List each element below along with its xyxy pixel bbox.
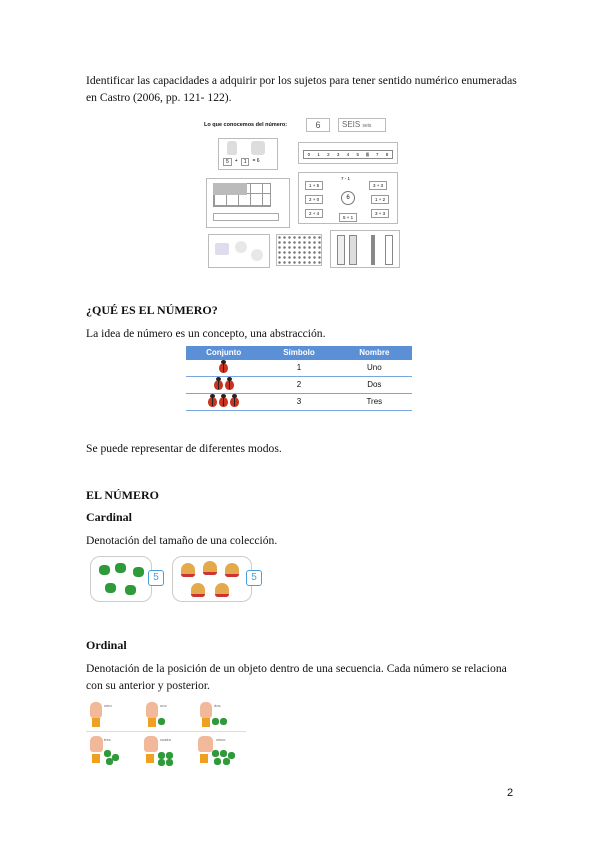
green-blob [115,563,126,573]
green-blob [220,750,227,757]
hand-icon [90,736,103,752]
hand-icon [198,736,213,752]
green-blob [158,759,165,766]
web-panel: 6 1 + 5 7 - 1 3 + 3 2 + 4 1 + 2 2 + 0 5 + 1 3 + 3 [298,172,398,224]
green-blob [104,750,111,757]
green-blob [125,585,136,595]
ordinal-figure [86,700,246,768]
name-cell: Tres [366,397,383,406]
ordinal-cell [196,700,246,730]
ordinal-label: dos [214,703,221,708]
ordinal-label: cuatro [160,737,172,742]
table-row [186,394,412,411]
number-tile [92,754,100,763]
grid-panel [206,178,290,228]
name-cell: Uno [366,363,382,372]
symbol-cell: 3 [296,397,302,406]
green-blob [212,718,219,725]
set-cell [186,378,261,392]
set-cell [186,395,261,409]
number-tile [92,718,100,727]
ordinal-cell [194,734,246,766]
ordinal-heading: Ordinal [86,638,127,652]
table-header [186,346,412,360]
green-blob [212,750,219,757]
ordinal-paragraph: Denotación de la posición de un objeto dentro de una secuencia. Cada número se relaciona con su anterior y posterior. [86,662,507,692]
section-heading-que-es: ¿QUÉ ES EL NÚMERO? [86,303,218,317]
boat-icon [215,583,229,597]
hand-icon [144,736,158,752]
intro-paragraph: Identificar las capacidades a adquirir por los sujetos para tener sentido numérico enumeradas en Castro (2006, pp. 121- 122). [86,74,517,104]
boats-set-panel [172,556,252,602]
ordinal-label: cero [104,703,112,708]
green-set-panel [90,556,152,602]
count-badge: 5 [246,570,262,586]
green-blob [158,752,165,759]
ladybug-icon [208,397,217,407]
ordinal-cell [86,734,136,766]
green-blob [158,718,165,725]
number-tile [146,754,154,763]
symbol-cell: 2 [296,380,302,389]
boat-icon [181,563,195,577]
green-blob [99,565,110,575]
table-header-cell: Símbolo [283,348,315,357]
cardinal-heading: Cardinal [86,510,133,524]
green-blob [166,759,173,766]
cardinal-figure [90,556,270,604]
dice-panel [208,234,270,268]
table-header-cell: Conjunto [206,348,242,357]
ladybug-icon [230,397,239,407]
ordinal-cell [140,734,192,766]
fingers-panel: 5 + 1 = 6 [218,138,278,170]
figure-heading: Lo que conocemos del número: [204,122,288,128]
green-blob [214,758,221,765]
represent-paragraph: Se puede representar de diferentes modos. [86,442,282,455]
web-center: 6 [341,191,355,205]
ladybug-icon [219,397,228,407]
green-blob [106,758,113,765]
ordinal-label: uno [160,703,167,708]
ladybug-icon [214,380,223,390]
table-header-cell: Nombre [359,348,390,357]
number-table [186,346,412,428]
bars-panel [330,230,400,268]
cardinal-paragraph: Denotación del tamaño de una colección. [86,534,278,547]
green-blob [133,567,144,577]
set-cell [186,361,261,375]
dots-panel [276,234,322,266]
name-cell: Dos [367,380,382,389]
ladybug-icon [219,363,228,373]
green-blob [166,752,173,759]
number-tile [148,718,156,727]
ordinal-label: tres [104,737,111,742]
idea-paragraph: La idea de número es un concepto, una abstracción. [86,327,326,340]
green-blob [112,754,119,761]
symbol-cell: 1 [296,363,302,372]
numberline-panel: 0 1 2 3 4 5 6 7 8 [298,142,398,164]
boat-icon [225,563,239,577]
number-value-box: 6 [306,118,330,132]
ordinal-cell [86,700,136,730]
hand-icon [90,702,102,718]
hand-icon [146,702,158,718]
number-tile [202,718,210,727]
table-row [186,377,412,394]
green-blob [105,583,116,593]
hand-icon [200,702,212,718]
number-tile [200,754,208,763]
boat-icon [203,561,217,575]
count-badge: 5 [148,570,164,586]
green-blob [220,718,227,725]
boat-icon [191,583,205,597]
ordinal-label: cinco [216,737,226,742]
number-sense-figure [204,116,406,272]
green-blob [223,758,230,765]
number-word-box: SEIS seis [338,118,386,132]
ordinal-cell [142,700,192,730]
page-number: 2 [507,787,514,799]
table-row [186,360,412,377]
section-heading-el-numero: EL NÚMERO [86,488,160,502]
ladybug-icon [225,380,234,390]
